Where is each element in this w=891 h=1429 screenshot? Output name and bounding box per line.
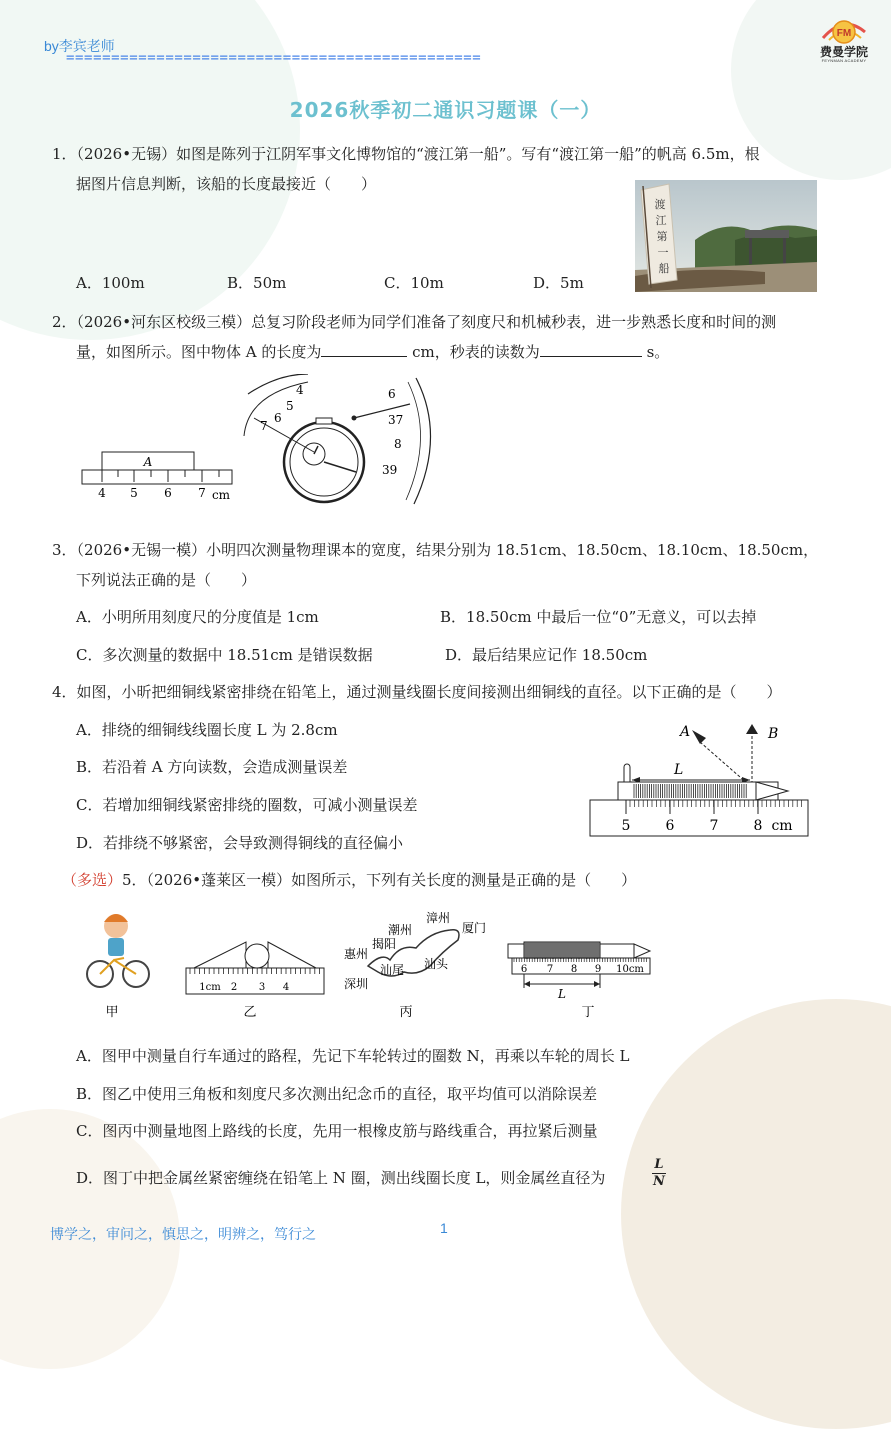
svg-text:37: 37 <box>388 413 404 427</box>
author-label: by李宾老师 <box>44 38 115 54</box>
q1-boat-photo <box>635 180 817 292</box>
svg-text:8: 8 <box>753 818 763 834</box>
q2-stem-line2: 量，如图所示。图中物体 A 的长度为 cm，秒表的读数为 s。 <box>76 343 670 361</box>
svg-text:7: 7 <box>260 419 268 433</box>
svg-text:7: 7 <box>709 818 719 834</box>
q1-stem-line1: 1．（2026•无锡）如图是陈列于江阴军事文化博物馆的“渡江第一船”。写有“渡江第一船”的帆高 6.5m，根 <box>52 145 760 163</box>
svg-text:7: 7 <box>198 486 206 500</box>
academy-logo-subtext: FEYNMAN ACADEMY <box>821 58 867 63</box>
svg-text:cm: cm <box>771 818 793 834</box>
page-title: 2026秋季初二通识习题课（一） <box>289 98 602 122</box>
svg-text:8: 8 <box>570 964 578 975</box>
svg-text:5: 5 <box>621 818 631 834</box>
q5-multi-select-tag: （多选） <box>62 871 123 889</box>
svg-text:厦门: 厦门 <box>462 921 487 935</box>
q1-option-c: C．10m <box>384 274 444 292</box>
svg-text:乙: 乙 <box>243 1005 257 1020</box>
q5-option-d: D．图丁中把金属丝紧密缠绕在铅笔上 N 圈，测出线圈长度 L，则金属丝直径为 <box>76 1169 606 1187</box>
svg-text:第: 第 <box>656 230 668 243</box>
q3-stem-line2: 下列说法正确的是（ ） <box>76 571 257 589</box>
q3-option-b: B．18.50cm 中最后一位“0”无意义，可以去掉 <box>440 608 757 626</box>
svg-text:A: A <box>680 724 691 740</box>
svg-text:6: 6 <box>520 964 528 975</box>
q5-fraction-l-over-n: L N <box>653 1157 665 1189</box>
q2-stem-line1: 2．（2026•河东区校级三模）总复习阶段老师为同学们准备了刻度尺和机械秒表，进一步熟悉长度和时间的测 <box>52 313 777 331</box>
svg-text:一: 一 <box>657 246 669 259</box>
q4-stem-line1: 4．如图，小昕把细铜线紧密排绕在铅笔上，通过测量线圈长度间接测出细铜线的直径。以下正确的是（ ） <box>52 683 782 701</box>
svg-text:4: 4 <box>98 486 106 500</box>
svg-text:6: 6 <box>164 486 172 500</box>
q2-ruler-stopwatch-figure <box>78 374 438 512</box>
q3-option-c: C．多次测量的数据中 18.51cm 是错误数据 <box>76 646 373 664</box>
q1-option-d: D．5m <box>533 274 584 292</box>
svg-text:L: L <box>558 987 566 1001</box>
q4-pencil-coil-figure <box>588 718 812 840</box>
svg-text:漳州: 漳州 <box>426 911 451 925</box>
page-number: 1 <box>440 1220 448 1236</box>
q1-option-a: A．100m <box>76 274 145 292</box>
svg-text:4: 4 <box>282 982 290 993</box>
q4-option-c: C．若增加细铜线紧密排绕的圈数，可减小测量误差 <box>76 796 418 814</box>
svg-text:A: A <box>143 455 153 469</box>
svg-text:丙: 丙 <box>399 1005 413 1020</box>
svg-text:6: 6 <box>388 387 396 401</box>
svg-text:1cm: 1cm <box>199 982 221 993</box>
q2-answer-blank-time[interactable] <box>540 342 642 357</box>
q3-stem-line1: 3．（2026•无锡一模）小明四次测量物理课本的宽度，结果分别为 18.51cm、18.50cm、18.10cm、18.50cm， <box>52 541 819 559</box>
svg-text:8: 8 <box>394 437 402 451</box>
q5-option-b: B．图乙中使用三角板和刻度尺多次测出纪念币的直径，取平均值可以消除误差 <box>76 1085 598 1103</box>
svg-text:渡: 渡 <box>654 198 666 211</box>
svg-text:10cm: 10cm <box>616 964 644 975</box>
svg-text:船: 船 <box>658 262 670 275</box>
svg-text:汕头: 汕头 <box>424 957 449 971</box>
q4-option-b: B．若沿着 A 方向读数，会造成测量误差 <box>76 758 348 776</box>
q5-option-a: A．图甲中测量自行车通过的路程，先记下车轮转过的圈数 N，再乘以车轮的周长 L <box>76 1047 630 1065</box>
svg-text:深圳: 深圳 <box>344 977 369 991</box>
q2-answer-blank-length[interactable] <box>321 342 407 357</box>
svg-text:甲: 甲 <box>105 1005 119 1020</box>
svg-text:L: L <box>674 762 684 778</box>
q5-stem-line1: （多选）5．（2026•蓬莱区一模）如图所示，下列有关长度的测量是正确的是（ ） <box>62 871 637 889</box>
svg-text:B: B <box>768 726 779 742</box>
q4-option-a: A．排绕的细铜线线圈长度 L 为 2.8cm <box>76 721 338 739</box>
svg-text:9: 9 <box>594 964 602 975</box>
svg-text:汕尾: 汕尾 <box>380 963 405 977</box>
academy-logo-text: 费曼学院 <box>819 45 868 59</box>
q1-stem-line2: 据图片信息判断，该船的长度最接近（ ） <box>76 175 377 193</box>
svg-text:6: 6 <box>665 818 675 834</box>
background-decoration <box>621 999 891 1429</box>
footer-motto: 博学之，审问之，慎思之，明辨之，笃行之 <box>50 1226 316 1242</box>
q3-option-d: D．最后结果应记作 18.50cm <box>445 646 648 664</box>
svg-text:4: 4 <box>296 383 304 397</box>
svg-text:潮州: 潮州 <box>388 923 413 937</box>
svg-text:FM: FM <box>836 28 852 39</box>
svg-text:丁: 丁 <box>581 1005 595 1020</box>
q5-measurement-figures <box>78 904 674 1022</box>
svg-text:5: 5 <box>130 486 138 500</box>
svg-text:5: 5 <box>286 399 294 413</box>
q4-option-d: D．若排绕不够紧密，会导致测得铜线的直径偏小 <box>76 834 404 852</box>
svg-text:惠州: 惠州 <box>344 947 369 961</box>
q5-option-c: C．图丙中测量地图上路线的长度，先用一根橡皮筋与路线重合，再拉紧后测量 <box>76 1122 598 1140</box>
svg-text:揭阳: 揭阳 <box>372 937 397 951</box>
svg-text:3: 3 <box>258 982 266 993</box>
svg-text:6: 6 <box>274 411 282 425</box>
svg-text:cm: cm <box>211 488 231 502</box>
svg-text:39: 39 <box>382 463 398 477</box>
svg-text:7: 7 <box>546 964 554 975</box>
svg-text:2: 2 <box>230 982 238 993</box>
header-divider: ============================================== <box>66 52 482 64</box>
svg-text:江: 江 <box>655 214 667 227</box>
q1-option-b: B．50m <box>227 274 287 292</box>
q3-option-a: A．小明所用刻度尺的分度值是 1cm <box>76 608 319 626</box>
